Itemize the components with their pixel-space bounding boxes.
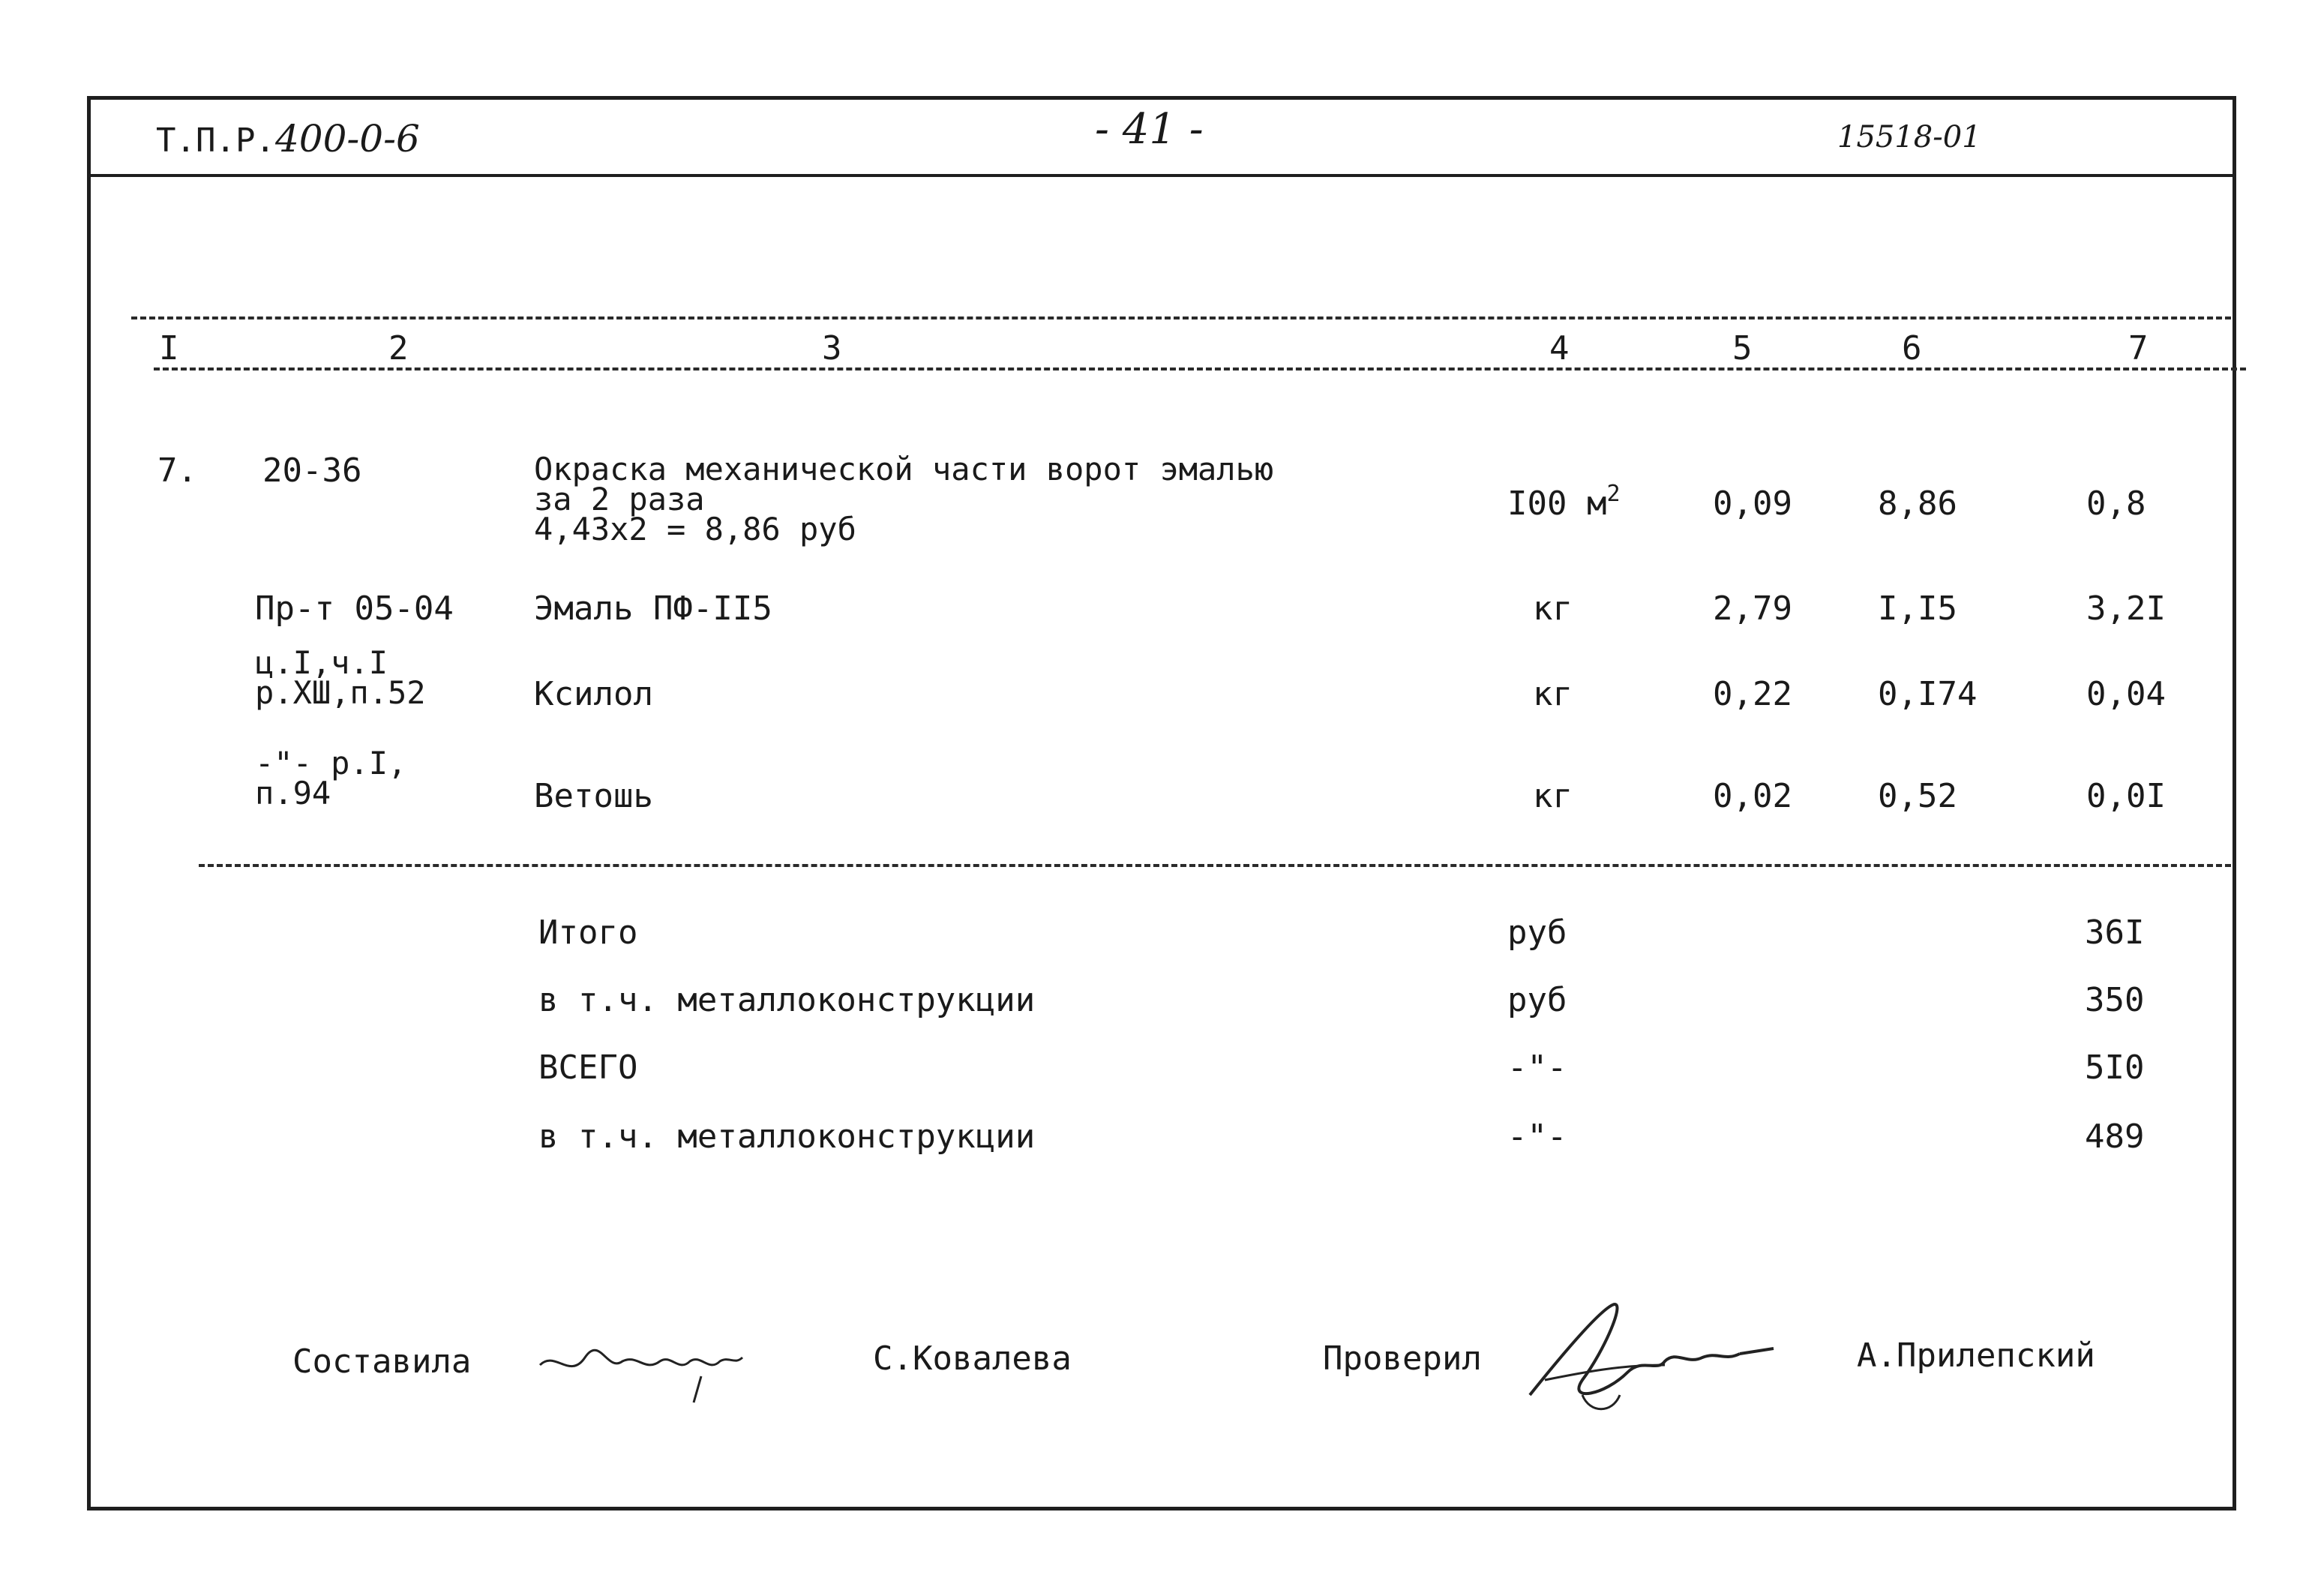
doc-code	[156, 117, 420, 160]
row-total: 0,0I	[2086, 777, 2166, 815]
totals-rule	[199, 864, 2231, 867]
column-number: 6	[1902, 329, 1922, 368]
table-header-rule	[154, 368, 2246, 370]
doc-code-prefix: Т.П.Р.	[156, 122, 275, 160]
row-total: 0,8	[2086, 484, 2146, 523]
header-divider	[91, 174, 2233, 177]
totals-unit: руб	[1507, 914, 1567, 952]
row-qty: 0,22	[1713, 675, 1792, 713]
row-total: 0,04	[2086, 675, 2166, 713]
row-unit: I00 $м^2$	[1507, 481, 1621, 523]
checked-name: А.Прилепский	[1857, 1336, 2095, 1375]
row-price: 0,I74	[1878, 675, 1978, 713]
column-number: 3	[822, 329, 842, 368]
table-top-rule	[131, 316, 2231, 320]
row-name: Ксилол	[534, 675, 653, 713]
row-code: 20-36	[262, 452, 362, 490]
totals-unit: -"-	[1507, 1048, 1567, 1087]
row-unit: кг	[1533, 777, 1573, 815]
row-qty: 2,79	[1713, 590, 1792, 628]
checked-label: Проверил	[1323, 1340, 1482, 1378]
totals-value: 489	[2085, 1118, 2145, 1156]
row-name: Ветошь	[534, 777, 653, 815]
row-price: I,I5	[1878, 590, 1957, 628]
row-code: -"- р.I, п.94	[255, 745, 407, 812]
compiled-label: Составила	[292, 1342, 472, 1381]
compiled-name: С.Ковалева	[873, 1340, 1072, 1378]
totals-label: ВСЕГО	[538, 1048, 638, 1087]
totals-value: 350	[2085, 981, 2145, 1019]
totals-unit: -"-	[1507, 1118, 1567, 1156]
row-qty: 0,09	[1713, 484, 1792, 523]
row-unit: кг	[1533, 590, 1573, 628]
totals-label: в т.ч. металлоконструкции	[538, 981, 1036, 1019]
row-code: ц.I,ч.I р.ХШ,п.52	[255, 644, 426, 711]
totals-value: 36I	[2085, 914, 2145, 952]
row-unit: кг	[1533, 675, 1573, 713]
column-number: I	[159, 329, 179, 368]
row-name: Эмаль ПФ-II5	[534, 590, 772, 628]
row-qty: 0,02	[1713, 777, 1792, 815]
row-number: 7.	[157, 452, 197, 490]
doc-code-number: 400-0-6	[274, 117, 420, 160]
totals-value: 5I0	[2085, 1048, 2145, 1087]
compiled-signature	[532, 1320, 772, 1410]
totals-unit: руб	[1507, 981, 1567, 1019]
column-number: 2	[388, 329, 409, 368]
row-total: 3,2I	[2086, 590, 2166, 628]
totals-label: Итого	[538, 914, 638, 952]
row-price: 0,52	[1878, 777, 1957, 815]
sheet-code: 15518-01	[1837, 120, 1981, 154]
column-number: 5	[1732, 329, 1753, 368]
checked-signature	[1515, 1282, 1785, 1425]
page-number: - 41 -	[1095, 105, 1204, 154]
row-name: Окраска механической части ворот эмалью за 2 раза 4,43х2 = 8,86 руб	[534, 451, 1274, 548]
column-number: 7	[2128, 329, 2149, 368]
column-number: 4	[1549, 329, 1570, 368]
row-price: 8,86	[1878, 484, 1957, 523]
totals-label: в т.ч. металлоконструкции	[538, 1118, 1036, 1156]
row-code: Пр-т 05-04	[255, 590, 454, 628]
